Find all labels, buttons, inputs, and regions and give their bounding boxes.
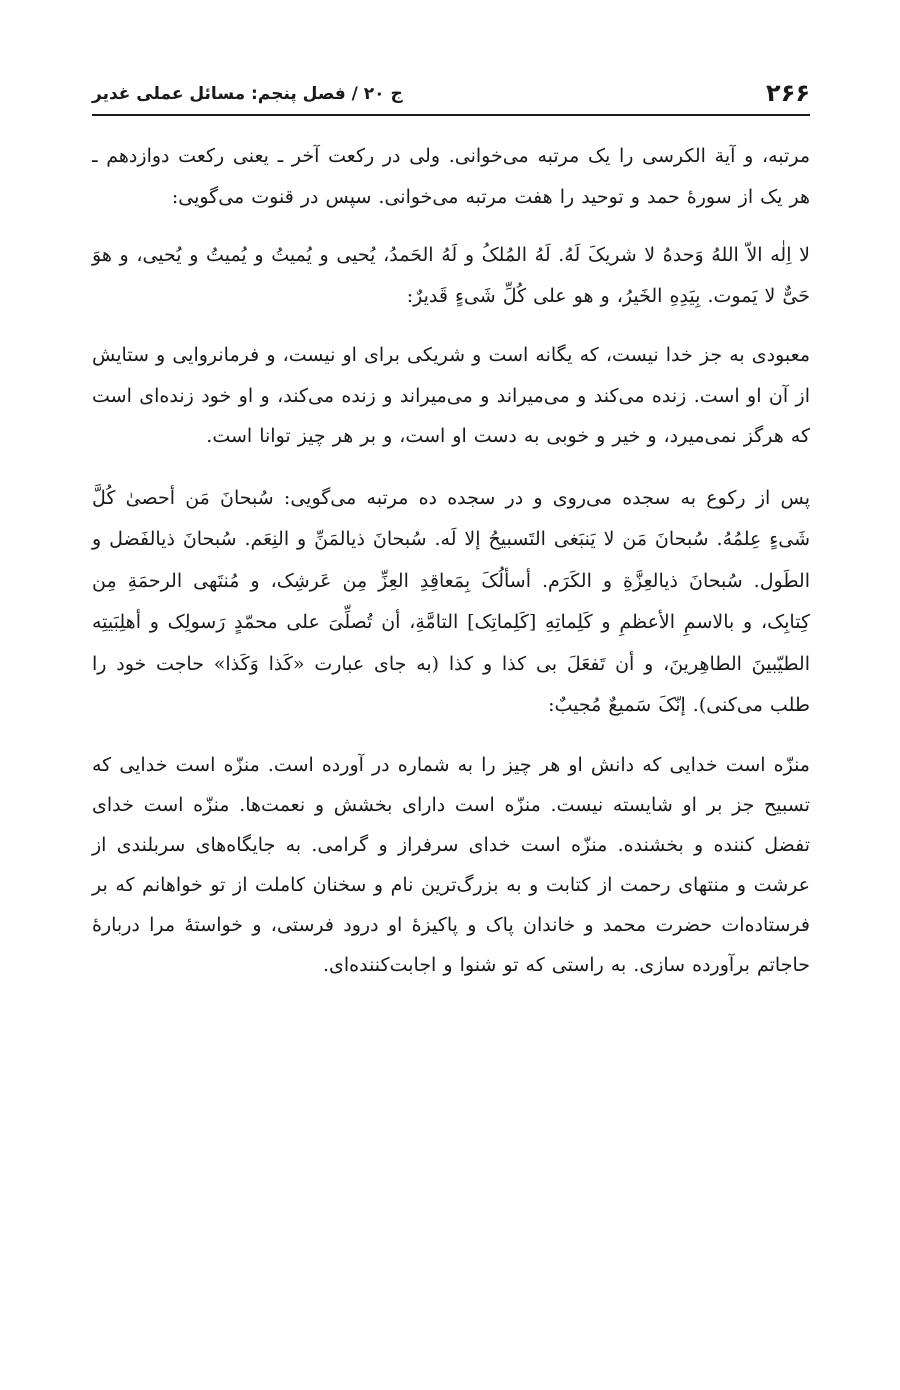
paragraph-arabic-qunut: لا اِلٰه الاّ اللهُ وَحدهُ لا شریکَ لَهُ. لَهُ المُلکُ و لَهُ الحَمدُ، یُحیی و یُمیتُ و یُمیتُ و یُحیی، و هوَ حَیٌّ لا یَموت. بِیَدِهِ الخَیرُ، و هو علی کُلِّ شَیءٍ قَدیرٌ: — [92, 244, 810, 307]
running-head: ج ۲۰ / فصل پنجم: مسائل عملی غدیر — [92, 84, 403, 104]
book-page — [92, 64, 810, 985]
page-number: ۲۶۶ — [766, 79, 810, 107]
paragraph-sujud-dhikr: پس از رکوع به سجده می‌روی و در سجده ده مرتبه می‌گویی: سُبحانَ مَن أحصیٰ کُلَّ شَیءٍ عِلمُهُ. سُبحانَ مَن لا یَنبَغی التَسبیحُ إلا لَه. سُبحانَ ذیالمَنِّ و النِعَم. سُبحانَ ذیالفَضل و الطَول. سُبحانَ ذیالعِزَّةِ و الکَرَم. أسألُکَ بِمَعاقِدِ العِزِّ مِن عَرشِک، و مُنتَهی الرحمَةِ مِن کِتابِک، و بالاسمِ الأعظمِ و کَلِماتِهِ [کَلِماتِک] التامَّةِ، أن تُصلِّیَ علی محمّدٍ رَسولِک و أهلِبَیتِه الطیّبینَ الطاهِرینَ، و أن تَفعَلَ بی کذا و کذا (به جای عبارت «کَذا وَکَذا» حاجت خود را طلب می‌کنی). إنّکَ سَمیعٌ مُجیبٌ: — [92, 486, 810, 716]
page-header — [92, 64, 810, 116]
paragraph-continuation: مرتبه، و آیة الکرسی را یک مرتبه می‌خوانی. ولی در رکعت آخر ـ یعنی رکعت دوازدهم ـ هر یک از سورهٔ حمد و توحید را هفت مرتبه می‌خوانی. سپس در قنوت می‌گویی: — [92, 145, 810, 208]
paragraph-qunut-translation: معبودی به جز خدا نیست، که یگانه است و شریکی برای او نیست، و فرمانروایی و ستایش از آن او است. زنده می‌کند و می‌میراند و می‌میراند و زنده می‌کند، و او خود زنده‌ای است که هرگز نمی‌میرد، و خیر و خوبی به دست او است، و بر هر چیز توانا است. — [92, 344, 810, 447]
paragraph-sujud-translation: منزّه است خدایی که دانش او هر چیز را به شماره در آورده است. منزّه است خدایی که تسبیح جز بر او شایسته نیست. منزّه است دارای بخشش و نعمت‌ها. منزّه است خدای تفضل کننده و بخشنده. منزّه است خدای سرفراز و گرامی. به جایگاه‌های سربلندی از عرشت و منتهای رحمت از کتابت و به بزرگ‌ترین نام و سخنان کاملت از تو خواهانم که بر فرستاده‌ات حضرت محمد و خاندان پاک و پاکیزهٔ او درود فرستی، و خواستهٔ مرا دربارهٔ حاجاتم برآورده سازی. به راستی که تو شنوا و اجابت‌کننده‌ای. — [92, 753, 810, 976]
